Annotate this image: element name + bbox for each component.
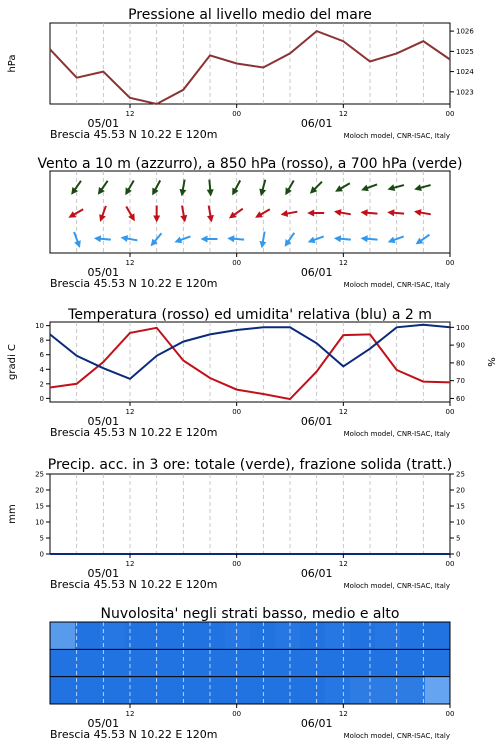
cloud-cell-medio <box>175 649 201 676</box>
cloud-cell-basso <box>425 677 451 704</box>
cloud-cell-basso <box>100 677 126 704</box>
pressure-ytick-label: 1026 <box>456 27 474 36</box>
precip-ytick-label-right: 20 <box>456 486 465 495</box>
rh-ytick-label: 90 <box>456 341 465 350</box>
pressure-line <box>50 31 450 104</box>
cloud-cell-alto <box>275 622 301 649</box>
wind-arrow <box>180 180 187 197</box>
wind-arrow-head <box>180 189 187 197</box>
cloud-cell-medio <box>125 649 151 676</box>
pressure-time-tick-label: 00 <box>232 110 242 118</box>
wind-arrow-head <box>334 235 341 242</box>
wind-time-tick-label: 00 <box>445 259 455 267</box>
wind-arrow <box>232 180 240 195</box>
wind-arrow-head <box>153 216 160 223</box>
cloud-cell-medio <box>425 649 451 676</box>
cloud-cell-medio <box>100 649 126 676</box>
temp_rh-station-label: Brescia 45.53 N 10.22 E 120m <box>50 426 218 439</box>
pressure-time-tick-label: 12 <box>125 110 135 118</box>
wind-title: Vento a 10 m (azzurro), a 850 hPa (rosso), a 700 hPa (verde) <box>37 156 463 172</box>
precip-time-tick-label: 12 <box>338 560 348 568</box>
wind-arrow <box>207 180 214 197</box>
temp-ytick-label: 4 <box>39 365 44 374</box>
temp-ytick-label: 2 <box>39 380 44 389</box>
temp_rh-time-tick-label: 00 <box>232 408 242 416</box>
cloud-cell-medio <box>50 649 76 676</box>
cloud-cell-basso <box>300 677 326 704</box>
wind-arrow-head <box>99 214 106 222</box>
wind-arrow-head <box>414 209 422 216</box>
wind-arrow-head <box>414 184 422 191</box>
cloud-cell-alto <box>350 622 376 649</box>
pressure-date-label: 05/01 <box>87 117 120 130</box>
precip-ylabel: mm <box>7 504 18 524</box>
cloud-cell-alto <box>150 622 176 649</box>
cloud-cell-basso <box>50 677 76 704</box>
wind-arrow-head <box>227 235 234 242</box>
wind-arrow-head <box>281 210 289 217</box>
wind-arrow <box>334 209 351 216</box>
wind-arrow <box>126 207 135 222</box>
cloud-cell-alto <box>300 622 326 649</box>
wind-arrow <box>152 180 160 195</box>
rh-ytick-label: 100 <box>456 323 470 332</box>
temp_rh-time-tick-label: 12 <box>125 408 135 416</box>
wind-arrow-head <box>334 209 342 216</box>
precip-ytick-label-right: 5 <box>456 534 461 543</box>
cloud-cell-alto <box>75 622 101 649</box>
wind-arrow-head <box>307 210 314 217</box>
wind-time-tick-label: 12 <box>338 259 348 267</box>
pressure-date-label: 06/01 <box>300 117 333 130</box>
precip-ytick-label-right: 15 <box>456 502 465 511</box>
wind-date-label: 05/01 <box>87 266 120 279</box>
humidity-line <box>50 325 450 379</box>
clouds-time-tick-label: 12 <box>125 710 135 718</box>
temp_rh-time-tick-label: 12 <box>338 408 348 416</box>
wind-arrow <box>308 236 324 243</box>
clouds-title: Nuvolosita' negli strati basso, medio e alto <box>100 606 400 622</box>
wind-arrow <box>260 232 267 249</box>
wind-arrow <box>207 206 214 223</box>
pressure-time-tick-label: 12 <box>338 110 348 118</box>
precip-credit: Moloch model, CNR-ISAC, Italy <box>343 582 450 590</box>
rh-ytick-label: 60 <box>456 394 465 403</box>
cloud-cell-medio <box>400 649 426 676</box>
wind-arrow <box>416 235 430 245</box>
pressure-panel <box>7 7 474 141</box>
wind-arrow-head <box>121 235 129 242</box>
wind-arrow-head <box>361 235 368 242</box>
cloud-cell-medio <box>350 649 376 676</box>
cloud-cell-basso <box>75 677 101 704</box>
cloud-cell-basso <box>350 677 376 704</box>
wind-arrow <box>151 233 162 246</box>
clouds-station-label: Brescia 45.53 N 10.22 E 120m <box>50 728 218 741</box>
wind-arrow-head <box>260 241 267 249</box>
precip-time-tick-label: 00 <box>445 560 455 568</box>
cloud-cell-medio <box>275 649 301 676</box>
precip-time-tick-label: 12 <box>125 560 135 568</box>
wind-arrow-head <box>94 235 101 242</box>
temp_rh-date-label: 05/01 <box>87 415 120 428</box>
temp_rh-panel <box>7 307 496 439</box>
wind-arrow-head <box>259 189 266 197</box>
clouds-panel <box>50 606 454 741</box>
precip-ytick-label-left: 10 <box>35 518 44 527</box>
cloud-cell-basso <box>150 677 176 704</box>
temp-ytick-label: 6 <box>39 351 44 360</box>
wind-arrow <box>180 206 187 223</box>
wind-arrow-head <box>361 185 369 192</box>
cloud-cell-medio <box>300 649 326 676</box>
precip-ytick-label-left: 15 <box>35 502 44 511</box>
wind-arrow <box>201 236 218 243</box>
clouds-time-tick-label: 00 <box>445 710 455 718</box>
cloud-cell-alto <box>225 622 251 649</box>
precip-ytick-label-left: 25 <box>35 470 44 479</box>
temp_rh-title: Temperatura (rosso) ed umidita' relativa (blu) a 2 m <box>68 307 432 323</box>
wind-arrow <box>153 206 160 223</box>
clouds-credit: Moloch model, CNR-ISAC, Italy <box>343 732 450 740</box>
wind-arrow <box>229 209 243 219</box>
pressure-ytick-label: 1023 <box>456 88 474 97</box>
cloud-cell-alto <box>200 622 226 649</box>
cloud-cell-basso <box>275 677 301 704</box>
wind-arrow <box>125 181 133 196</box>
wind-arrow <box>387 209 404 216</box>
clouds-date-label: 05/01 <box>87 717 120 730</box>
rh-ytick-label: 70 <box>456 377 465 386</box>
temp_rh-credit: Moloch model, CNR-ISAC, Italy <box>343 430 450 438</box>
precip-time-tick-label: 00 <box>232 560 242 568</box>
rh-ytick-label: 80 <box>456 359 465 368</box>
wind-arrow-head <box>207 189 214 196</box>
wind-arrow <box>94 235 111 242</box>
pressure-time-tick-label: 00 <box>445 110 455 118</box>
cloud-cell-medio <box>75 649 101 676</box>
pressure-ytick-label: 1024 <box>456 68 474 77</box>
cloud-cell-alto <box>250 622 276 649</box>
precip-ytick-label-left: 0 <box>39 550 44 559</box>
cloud-cell-basso <box>250 677 276 704</box>
wind-arrow <box>414 184 430 191</box>
wind-arrow <box>98 181 108 195</box>
cloud-cell-basso <box>175 677 201 704</box>
pressure-ytick-label: 1025 <box>456 47 474 56</box>
wind-arrow <box>285 181 293 196</box>
cloud-cell-medio <box>325 649 351 676</box>
wind-arrow <box>255 209 270 218</box>
wind-arrow-head <box>201 236 208 243</box>
wind-arrow <box>121 235 138 242</box>
pressure-ylabel: hPa <box>7 54 18 73</box>
cloud-cell-basso <box>125 677 151 704</box>
wind-arrow <box>388 236 404 243</box>
wind-arrow <box>227 235 244 242</box>
temp-rh-plot-area <box>50 325 450 399</box>
temp-ytick-label: 10 <box>35 322 44 331</box>
cloud-cell-alto <box>125 622 151 649</box>
precip-date-label: 06/01 <box>300 567 333 580</box>
temp-ytick-label: 8 <box>39 336 44 345</box>
wind-date-label: 06/01 <box>300 266 333 279</box>
wind-arrow <box>68 209 83 218</box>
wind-arrow <box>307 210 324 217</box>
cloud-cell-alto <box>425 622 451 649</box>
cloud-cell-alto <box>50 622 76 649</box>
precip-panel <box>7 457 465 591</box>
precip-ytick-label-right: 0 <box>456 550 461 559</box>
wind-arrow <box>174 236 190 243</box>
precip-date-label: 05/01 <box>87 567 120 580</box>
wind-credit: Moloch model, CNR-ISAC, Italy <box>343 281 450 289</box>
wind-arrow-head <box>74 240 81 248</box>
precip-ytick-label-left: 5 <box>39 534 44 543</box>
wind-arrow <box>259 180 266 196</box>
wind-arrow-head <box>388 184 396 191</box>
wind-arrow <box>310 182 322 194</box>
wind-arrow <box>74 232 81 248</box>
pressure-credit: Moloch model, CNR-ISAC, Italy <box>343 132 450 140</box>
precip-station-label: Brescia 45.53 N 10.22 E 120m <box>50 578 218 591</box>
cloud-cell-basso <box>325 677 351 704</box>
temp_rh-date-label: 06/01 <box>300 415 333 428</box>
pressure-title: Pressione al livello medio del mare <box>128 7 372 23</box>
cloud-cell-medio <box>225 649 251 676</box>
precip-ytick-label-right: 10 <box>456 518 465 527</box>
clouds-time-tick-label: 12 <box>338 710 348 718</box>
pressure-station-label: Brescia 45.53 N 10.22 E 120m <box>50 128 218 141</box>
cloud-cell-alto <box>400 622 426 649</box>
wind-arrow <box>281 210 298 217</box>
wind-panel <box>37 156 462 290</box>
wind-arrow <box>99 206 106 222</box>
wind-arrow <box>361 184 377 191</box>
wind-arrow <box>335 183 350 192</box>
wind-arrow <box>285 233 295 247</box>
cloud-cell-basso <box>200 677 226 704</box>
cloud-cell-medio <box>200 649 226 676</box>
wind-arrow <box>414 209 431 216</box>
wind-arrow-head <box>180 215 187 223</box>
cloud-cell-alto <box>325 622 351 649</box>
temperature-line <box>50 328 450 399</box>
wind-arrow <box>388 184 404 191</box>
cloud-cell-basso <box>225 677 251 704</box>
precip-title: Precip. acc. in 3 ore: totale (verde), frazione solida (tratt.) <box>47 457 453 473</box>
temp-ylabel: gradi C <box>7 344 18 380</box>
temp_rh-time-tick-label: 00 <box>445 408 455 416</box>
precip-frame <box>50 474 450 554</box>
cloud-cell-basso <box>400 677 426 704</box>
precip-ytick-label-right: 25 <box>456 470 465 479</box>
wind-arrow-head <box>207 215 214 223</box>
wind-arrow-head <box>387 209 394 216</box>
rh-ylabel: % <box>485 357 496 367</box>
wind-arrow-head <box>361 209 368 216</box>
pressure-frame <box>50 23 450 104</box>
clouds-time-tick-label: 00 <box>232 710 242 718</box>
precip-ytick-label-left: 20 <box>35 486 44 495</box>
cloud-cell-medio <box>150 649 176 676</box>
wind-arrow <box>361 235 378 242</box>
cloud-cell-alto <box>100 622 126 649</box>
wind-station-label: Brescia 45.53 N 10.22 E 120m <box>50 277 218 290</box>
wind-time-tick-label: 00 <box>232 259 242 267</box>
wind-arrow <box>361 209 378 216</box>
wind-time-tick-label: 12 <box>125 259 135 267</box>
temp-ytick-label: 0 <box>39 394 44 403</box>
cloud-cell-alto <box>175 622 201 649</box>
wind-arrow <box>334 235 351 242</box>
wind-arrow <box>71 181 81 195</box>
clouds-date-label: 06/01 <box>300 717 333 730</box>
cloud-cell-medio <box>250 649 276 676</box>
